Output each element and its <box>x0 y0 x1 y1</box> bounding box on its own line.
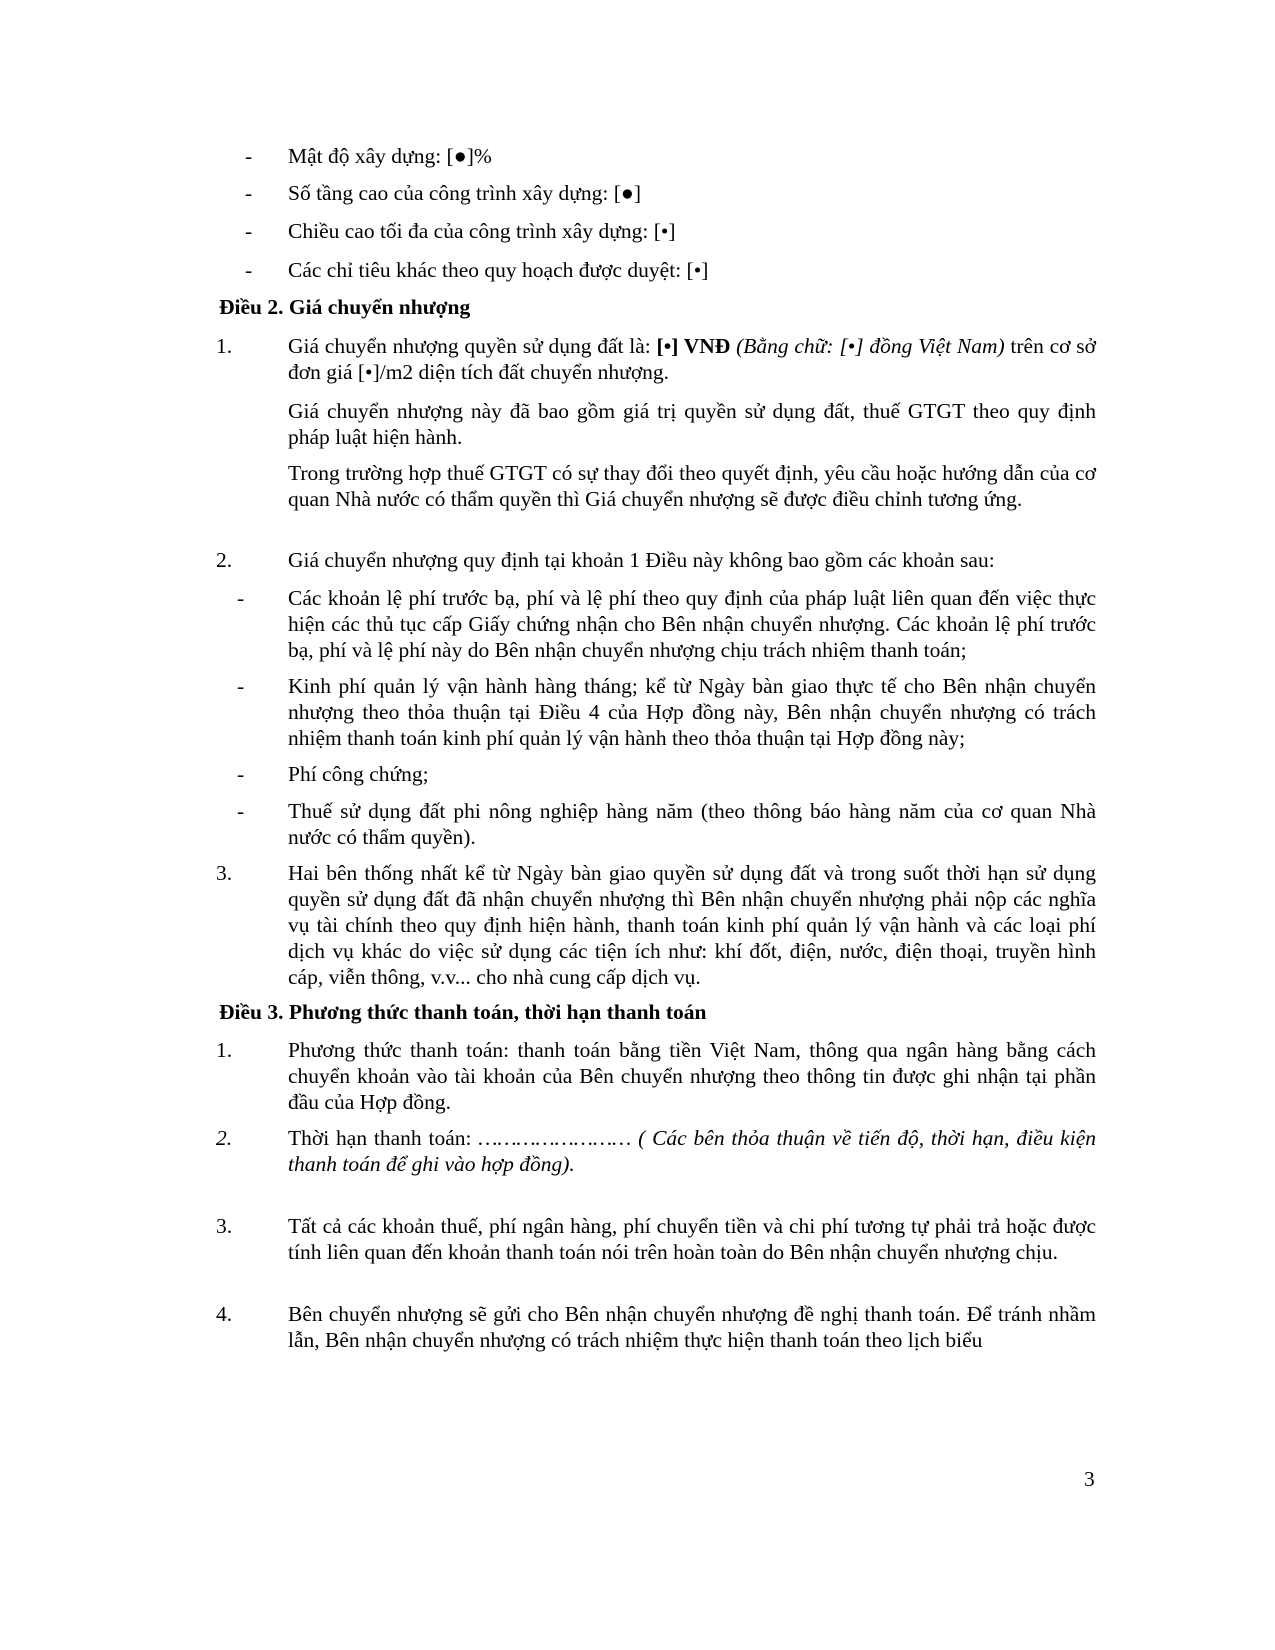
bullet-dash: - <box>237 586 245 610</box>
article-2-heading: Điều 2. Giá chuyển nhượng <box>219 295 471 319</box>
bullet-dash: - <box>245 144 253 168</box>
clause-number: 1. <box>216 334 233 358</box>
bullet-item: Số tầng cao của công trình xây dựng: [●] <box>288 181 642 205</box>
clause-number: 2. <box>216 548 233 572</box>
clause-text: Giá chuyển nhượng quyền sử dụng đất là: <box>288 334 657 358</box>
clause-number: 3. <box>216 1214 233 1238</box>
bullet-dash: - <box>245 219 253 243</box>
article-3-heading: Điều 3. Phương thức thanh toán, thời hạn thanh toán <box>219 1000 707 1024</box>
article-3-clause-4: Bên chuyển nhượng sẽ gửi cho Bên nhận chuyển nhượng đề nghị thanh toán. Để tránh nhầm lẫn, Bên nhận chuyển nhượng có trách nhiệm thực hiện thanh toán theo lịch biểu <box>288 1302 1096 1352</box>
bullet-dash: - <box>237 762 245 786</box>
bullet-item: Chiều cao tối đa của công trình xây dựng: [•] <box>288 219 676 243</box>
bullet-dash: - <box>245 258 253 282</box>
price-placeholder: [•] VNĐ <box>656 334 731 358</box>
article-3-clause-1: Phương thức thanh toán: thanh toán bằng tiền Việt Nam, thông qua ngân hàng bằng cách chuyển khoản vào tài khoản của Bên chuyển nhượng theo thông tin được ghi nhận tại phần đầu của Hợp đồng. <box>288 1038 1096 1114</box>
bullet-item: Các chỉ tiêu khác theo quy hoạch được duyệt: [•] <box>288 258 709 282</box>
bullet-dash: - <box>245 181 253 205</box>
article-2-clause-2: Giá chuyển nhượng quy định tại khoản 1 Điều này không bao gồm các khoản sau: <box>288 548 995 572</box>
clause-number: 2. <box>216 1126 233 1150</box>
exclusion-item: Phí công chứng; <box>288 762 429 786</box>
article-2-clause-1-note-1: Giá chuyển nhượng này đã bao gồm giá trị quyền sử dụng đất, thuế GTGT theo quy định pháp luật hiện hành. <box>288 399 1096 449</box>
price-in-words: (Bằng chữ: [•] đồng Việt Nam) <box>730 334 1005 358</box>
article-2-clause-1 <box>288 333 1096 385</box>
clause-number: 4. <box>216 1302 233 1326</box>
bullet-dash: - <box>237 799 245 823</box>
article-3-clause-3: Tất cả các khoản thuế, phí ngân hàng, phí chuyển tiền và chi phí tương tự phải trả hoặc được tính liên quan đến khoản thanh toán nói trên hoàn toàn do Bên nhận chuyển nhượng chịu. <box>288 1214 1096 1264</box>
exclusion-item: Kinh phí quản lý vận hành hàng tháng; kể từ Ngày bàn giao thực tế cho Bên nhận chuyển nhượng theo thỏa thuận tại Điều 4 của Hợp đồng này, Bên nhận chuyển nhượng có trách nhiệm thanh toán kinh phí quản lý vận hành theo thỏa thuận tại Hợp đồng này; <box>288 674 1096 750</box>
page-number: 3 <box>1084 1467 1095 1491</box>
clause-text: Thời hạn thanh toán: <box>288 1126 479 1150</box>
article-2-clause-3: Hai bên thống nhất kể từ Ngày bàn giao quyền sử dụng đất và trong suốt thời hạn sử dụng quyền sử dụng đất đã nhận chuyển nhượng thì Bên nhận chuyển nhượng phải nộp các nghĩa vụ tài chính theo quy định hiện hành, thanh toán kinh phí quản lý vận hành và các loại phí dịch vụ khác do việc sử dụng các tiện ích như: khí đốt, điện, nước, điện thoại, truyền hình cáp, viễn thông, v.v... cho nhà cung cấp dịch vụ. <box>288 861 1096 989</box>
bullet-dash: - <box>237 674 245 698</box>
clause-text: trên cơ sở đơn giá [•]/m2 diện tích đất chuyển nhượng. <box>288 334 1096 384</box>
payment-term-placeholder: …………………… ( Các bên thỏa thuận về tiến độ, thời hạn, điều kiện thanh toán để ghi vào hợp đồng). <box>288 1126 1096 1176</box>
article-2-clause-1-note-2: Trong trường hợp thuế GTGT có sự thay đổi theo quyết định, yêu cầu hoặc hướng dẫn của cơ quan Nhà nước có thẩm quyền thì Giá chuyển nhượng sẽ được điều chỉnh tương ứng. <box>288 461 1096 511</box>
exclusion-item: Thuế sử dụng đất phi nông nghiệp hàng năm (theo thông báo hàng năm của cơ quan Nhà nước có thẩm quyền). <box>288 799 1096 849</box>
article-3-clause-2 <box>288 1125 1096 1177</box>
clause-number: 3. <box>216 861 233 885</box>
exclusion-item: Các khoản lệ phí trước bạ, phí và lệ phí theo quy định của pháp luật liên quan đến việc thực hiện các thủ tục cấp Giấy chứng nhận cho Bên nhận chuyển nhượng. Các khoản lệ phí trước bạ, phí và lệ phí này do Bên nhận chuyển nhượng chịu trách nhiệm thanh toán; <box>288 586 1096 662</box>
clause-number: 1. <box>216 1038 233 1062</box>
bullet-item: Mật độ xây dựng: [●]% <box>288 144 492 168</box>
